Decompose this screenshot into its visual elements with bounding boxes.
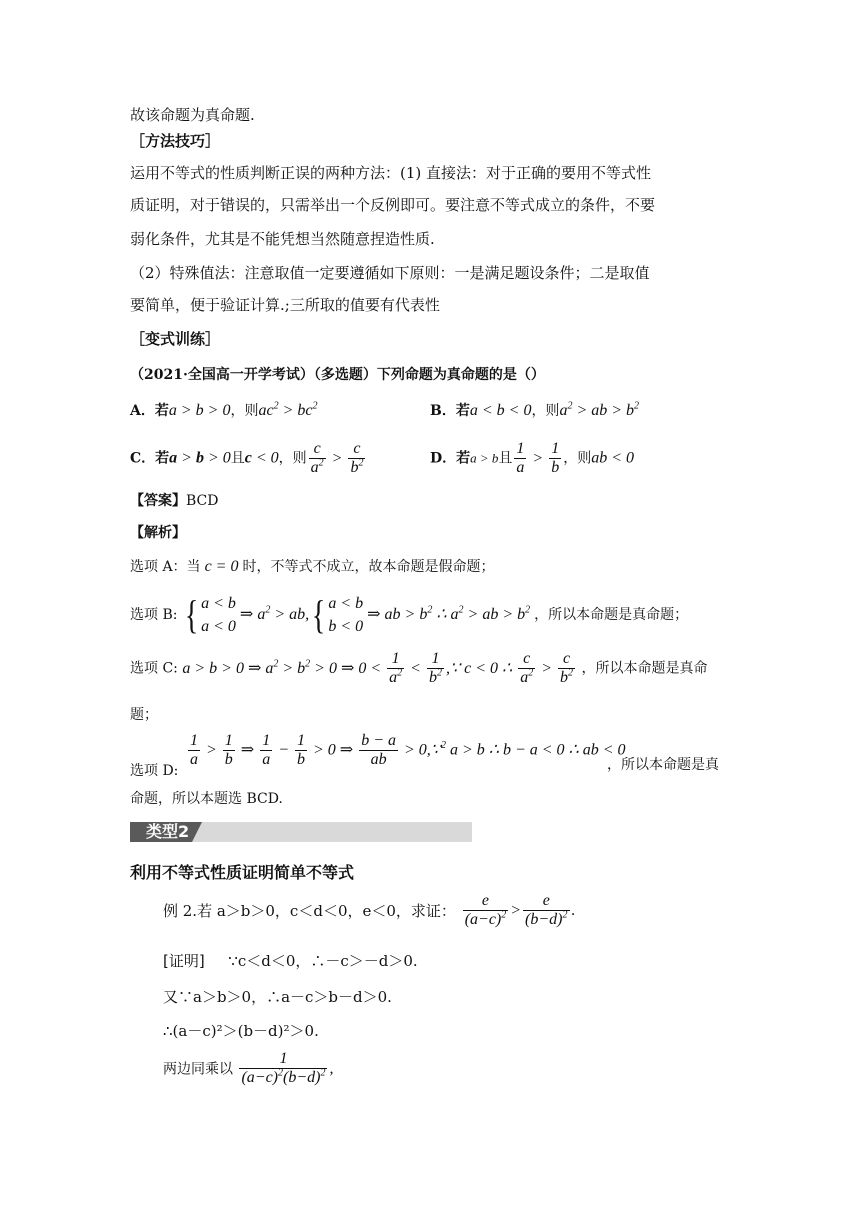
analysis-option-d-suffix: ，所以本命题是真 bbox=[607, 757, 719, 773]
example-2: 例 2.若 a＞b＞0，c＜d＜0，e＜0，求证： $\frac{e}{(a-c)^2}$ > $\frac{e}{(b-d)^2}$ . bbox=[163, 892, 576, 929]
concluding-sentence: 故该命题为真命题. bbox=[130, 106, 255, 124]
analysis-option-d-label: 选项 D: bbox=[130, 763, 179, 779]
analysis-option-a: 选项 A：当 c = 0 时，不等式不成立，故本命题是假命题； bbox=[130, 558, 495, 575]
section-banner bbox=[130, 822, 472, 842]
question-stem: （2021·全国高一开学考试）（多选题）下列命题为真命题的是（） bbox=[130, 367, 545, 383]
option-c: C．若a > b > 0且c < 0，则 $\frac{c}{a^2}$ > $\frac{c}{b^2}$ bbox=[130, 440, 364, 477]
analysis-option-d-wrap: 命题，所以本题选 BCD. bbox=[130, 791, 283, 807]
proof-line-4: 两边同乘以 $\frac{1}{(a-c)^2(b-d)^2}$ , bbox=[163, 1050, 334, 1087]
analysis-heading: 【解析】 bbox=[130, 525, 186, 541]
method-paragraph-1-line-2: 质证明，对于错误的，只需举出一个反例即可。要注意不等式成立的条件，不要 bbox=[130, 196, 656, 214]
method-paragraph-2-line-2: 要简单，便于验证计算.;三所取的值要有代表性 bbox=[130, 296, 440, 314]
option-b: B．若a < b < 0，则$a^2$ > ab > $b^2$ bbox=[430, 400, 640, 419]
proof-line-1: [证明] ∵c＜d＜0，∴－c＞－d＞0. bbox=[163, 952, 418, 970]
option-a: A．若a > b > 0，则$ac^2 > bc^2$ bbox=[130, 400, 318, 419]
option-d: D．若a > b且 $\frac{1}{a}$ > $\frac{1}{b}$ ，则ab < 0 bbox=[430, 440, 635, 477]
analysis-option-c: 选项 C: a > b > 0 ⇒ $a^2 > b^2 > 0$ ⇒ 0 < $\frac{1}{a^2}$ < $\frac{1}{b^2}$ ,∵ c < 0 ∴ $\frac{c}{a^2}$ > $\frac{c}{b^2}$ ，所以本命题是真命 bbox=[130, 650, 708, 687]
method-paragraph-1-line-3: 弱化条件，尤其是不能凭想当然随意捏造性质. bbox=[130, 230, 435, 248]
method-heading: ［方法技巧］ bbox=[130, 132, 221, 150]
method-paragraph-1-line-1: 运用不等式的性质判断正误的两种方法：(1) 直接法：对于正确的要用不等式性 bbox=[130, 164, 652, 182]
method-paragraph-2-line-1: （2）特殊值法：注意取值一定要遵循如下原则：一是满足题设条件；二是取值 bbox=[130, 264, 650, 282]
answer: 【答案】BCD bbox=[130, 493, 219, 509]
banner-label: 类型2 bbox=[146, 822, 190, 841]
proof-line-3: ∴(a－c)²＞(b－d)²＞0. bbox=[163, 1022, 319, 1040]
analysis-option-b: 选项 B: { a < b a < 0 ⇒ $a^2 > ab$,{ a < b b < 0 ⇒ ab > $b^2$ ∴ $a^2$ > ab > $b^2$ ，所以本命题是真命题； bbox=[130, 592, 689, 638]
variant-heading: ［变式训练］ bbox=[130, 330, 221, 348]
proof-line-2: 又∵a＞b＞0，∴a－c＞b－d＞0. bbox=[163, 988, 392, 1006]
analysis-option-c-wrap: 题； bbox=[130, 707, 158, 723]
analysis-option-d-formula: $\frac{1}{a}$ > $\frac{1}{b}$ ⇒ $\frac{1}{a}$ − $\frac{1}{b}$ > 0 ⇒ $\frac{b - a}{ab}$ > 0,∵$^2$ a > b ∴ b − a < 0 ∴ ab < 0 bbox=[190, 732, 626, 769]
section-title: 利用不等式性质证明简单不等式 bbox=[130, 863, 355, 882]
